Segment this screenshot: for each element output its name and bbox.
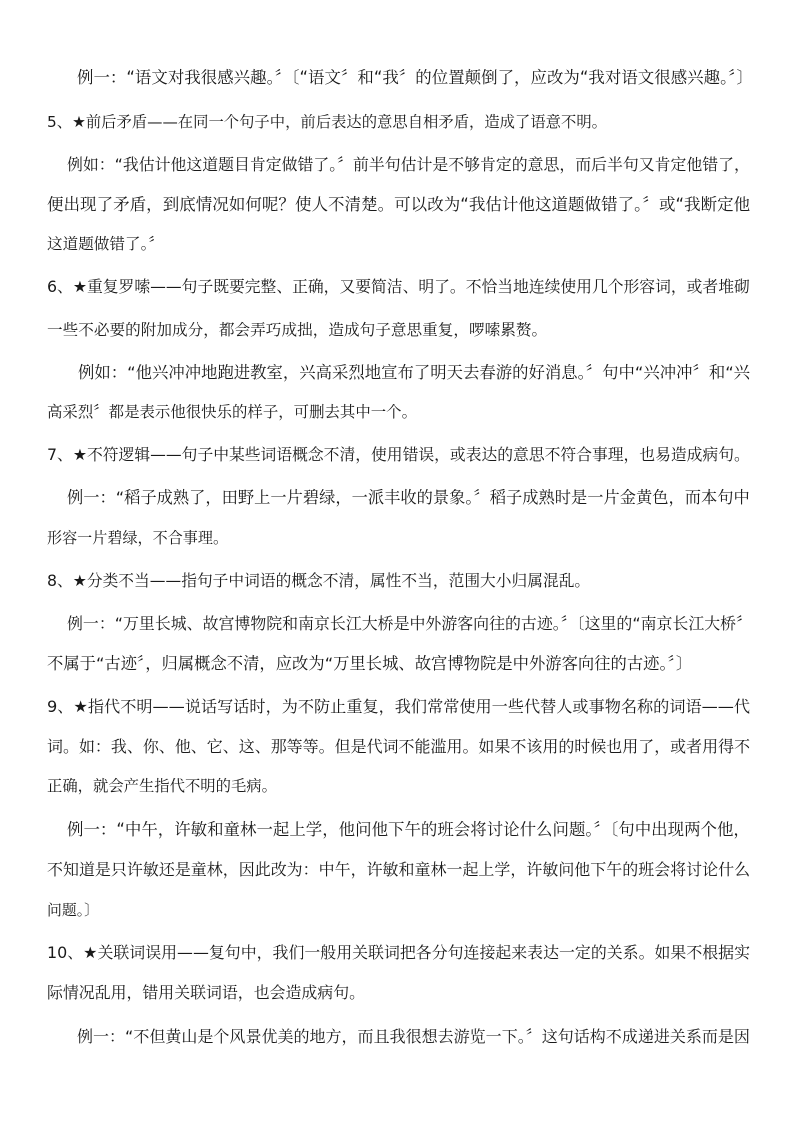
line-text: 形容一片碧绿，不合事理。 — [47, 529, 229, 547]
text-line — [0, 943, 794, 963]
text-line — [0, 983, 794, 1003]
text-line — [0, 571, 794, 591]
text-line — [0, 737, 794, 757]
line-text: 一些不必要的附加成分，都会弄巧成拙，造成句子意思重复，啰嗦累赘。 — [47, 321, 548, 339]
line-text: 6、★重复罗嗦——句子既要完整、正确，又要简洁、明了。不恰当地连续使用几个形容词，或者堆砌 — [47, 277, 750, 296]
line-text: 正确，就会产生指代不明的毛病。 — [47, 777, 277, 795]
line-text: 例一：“稻子成熟了，田野上一片碧绿，一派丰收的景象。〞稻子成熟时是一片金黄色，而本句中 — [67, 488, 750, 507]
text-line — [0, 234, 794, 254]
text-line — [0, 488, 794, 508]
line-text: 例一：“不但黄山是个风景优美的地方，而且我很想去游览一下。〞这句话构不成递进关系而是因 — [77, 1027, 750, 1046]
line-text: 问题。〕 — [47, 901, 100, 919]
text-line — [0, 112, 794, 132]
text-line — [0, 820, 794, 840]
text-line — [0, 776, 794, 796]
text-line — [0, 900, 794, 920]
line-text: 词。如：我、你、他、它、这、那等等。但是代词不能滥用。如果不该用的时候也用了，或者用得不 — [47, 737, 751, 756]
text-line — [0, 654, 794, 674]
line-text: 不知道是只许敏还是童林，因此改为：中午，许敏和童林一起上学，许敏问他下午的班会将讨论什么 — [47, 860, 751, 879]
line-text: 8、★分类不当——指句子中词语的概念不清，属性不当，范围大小归属混乱。 — [47, 571, 591, 590]
text-line — [0, 195, 794, 215]
text-line — [0, 697, 794, 717]
line-text: 便出现了矛盾，到底情况如何呢？使人不清楚。可以改为“我估计他这道题做错了。〞或“我断定他 — [47, 195, 751, 214]
line-text: 高采烈〞都是表示他很快乐的样子，可删去其中一个。 — [47, 403, 417, 421]
line-text: 这道题做错了。〞 — [47, 235, 165, 253]
line-text: 例一：“语文对我很感兴趣。〞〔“语文〞和“我〞的位置颠倒了，应改为“我对语文很感兴趣。〞〕 — [77, 68, 754, 87]
text-line — [0, 402, 794, 422]
text-line — [0, 277, 794, 297]
text-line — [0, 1027, 794, 1047]
text-line — [0, 320, 794, 340]
text-line — [0, 363, 794, 383]
line-text: 10、★关联词误用——复句中，我们一般用关联词把各分句连接起来表达一定的关系。如果不根据实 — [47, 943, 751, 962]
text-line — [0, 860, 794, 880]
text-line — [0, 68, 794, 88]
text-line — [0, 528, 794, 548]
text-line — [0, 155, 794, 175]
line-text: 际情况乱用，错用关联词语，也会造成病句。 — [47, 983, 366, 1002]
line-text: 例一：“万里长城、故宫博物院和南京长江大桥是中外游客向往的古迹。〞〔这里的“南京长江大桥〞 — [67, 614, 752, 633]
line-text: 5、★前后矛盾——在同一个句子中，前后表达的意思自相矛盾，造成了语意不明。 — [47, 113, 607, 131]
line-text: 例如：“他兴冲冲地跑进教室，兴高采烈地宣布了明天去春游的好消息。〞句中“兴冲冲〞和“兴 — [78, 363, 751, 382]
line-text: 7、★不符逻辑——句子中某些词语概念不清，使用错误，或表达的意思不符合事理，也易造成病句。 — [47, 445, 750, 464]
line-text: 9、★指代不明——说话写话时，为不防止重复，我们常常使用一些代替人或事物名称的词语——代 — [47, 697, 751, 716]
text-line — [0, 445, 794, 465]
line-text: 例一：“中午，许敏和童林一起上学，他问他下午的班会将讨论什么问题。〞〔句中出现两个他， — [67, 820, 750, 839]
text-line — [0, 614, 794, 634]
line-text: 不属于“古迹〞，归属概念不清，应改为“万里长城、故宫博物院是中外游客向往的古迹。〞〕 — [47, 654, 693, 673]
line-text: 例如：“我估计他这道题目肯定做错了。〞前半句估计是不够肯定的意思，而后半句又肯定他错了， — [67, 155, 750, 174]
